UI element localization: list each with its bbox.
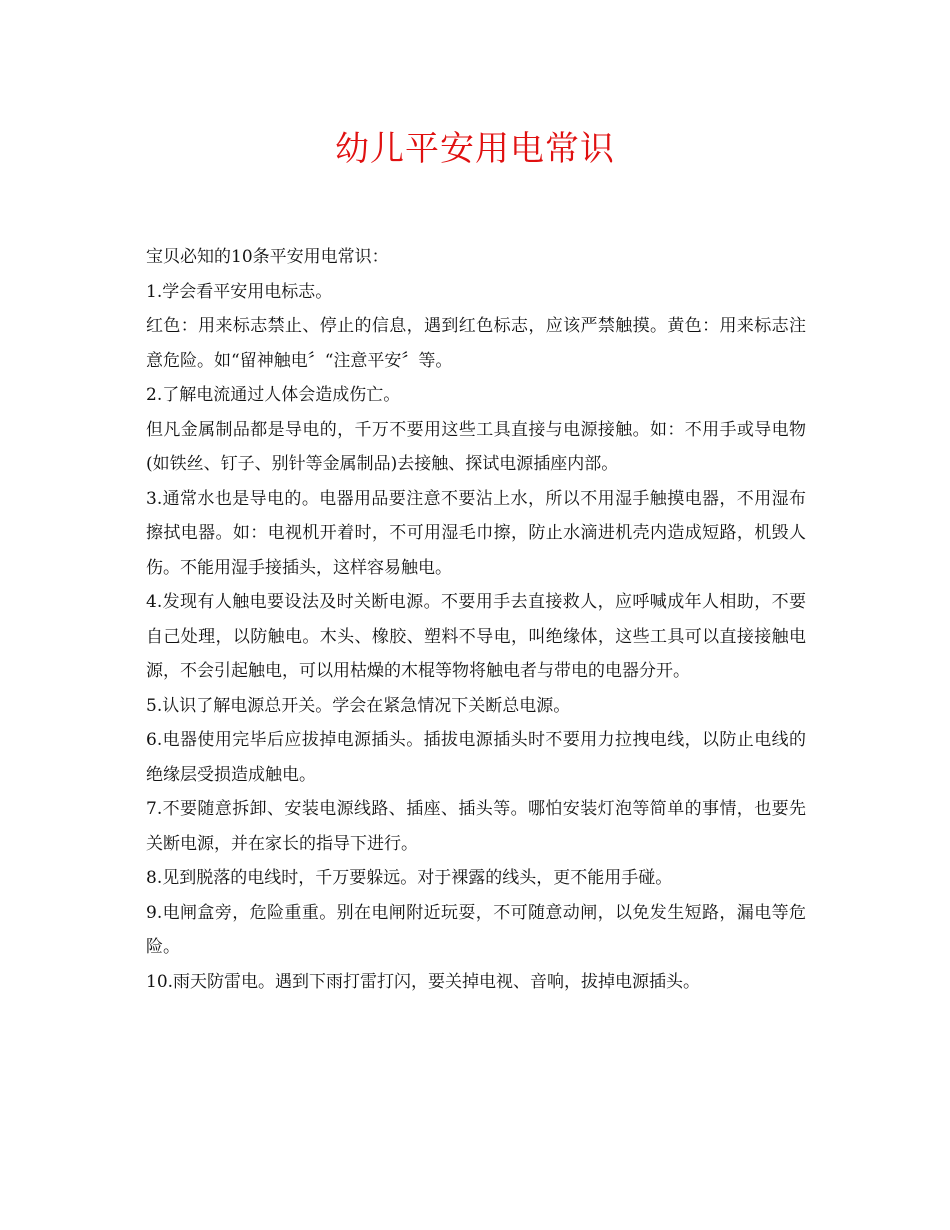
rule-8-paragraph: 8.见到脱落的电线时，千万要躲远。对于裸露的线头，更不能用手碰。 bbox=[146, 868, 673, 888]
rule-3-paragraph: 3.通常水也是导电的。电器用品要注意不要沾上水，所以不用湿手触摸电器，不用湿布擦拭电器。如：电视机开着时，不可用湿毛巾擦，防止水滴进机壳内造成短路，机毁人伤。不能用湿手接插头，这样容易触电。 bbox=[146, 488, 806, 578]
rule-2-detail: 但凡金属制品都是导电的，千万不要用这些工具直接与电源接触。如：不用手或导电物(如铁丝、钉子、别针等金属制品)去接触、探试电源插座内部。 bbox=[146, 419, 806, 474]
rule-1-heading: 1.学会看平安用电标志。 bbox=[146, 281, 333, 302]
rule-2-heading: 2.了解电流通过人体会造成伤亡。 bbox=[146, 385, 401, 405]
rule-9-paragraph: 9.电闸盒旁，危险重重。别在电闸附近玩耍，不可随意动闸，以免发生短路，漏电等危险。 bbox=[146, 902, 806, 957]
document-title: 幼儿平安用电常识 bbox=[335, 129, 615, 169]
rule-1-detail: 红色：用来标志禁止、停止的信息，遇到红色标志，应该严禁触摸。黄色：用来标志注意危险。如“留神触电〞“注意平安〞等。 bbox=[146, 316, 806, 371]
document-body bbox=[146, 240, 806, 999]
rule-4-paragraph: 4.发现有人触电要设法及时关断电源。不要用手去直接救人，应呼喊成年人相助，不要自己处理，以防触电。木头、橡胶、塑料不导电，叫绝缘体，这些工具可以直接接触电源，不会引起触电，可以用枯燥的木棍等物将触电者与带电的电器分开。 bbox=[146, 592, 806, 681]
intro-paragraph: 宝贝必知的10条平安用电常识： bbox=[146, 247, 389, 267]
rule-7-paragraph: 7.不要随意拆卸、安装电源线路、插座、插头等。哪怕安装灯泡等简单的事情，也要先关断电源，并在家长的指导下进行。 bbox=[146, 799, 806, 854]
rule-10-paragraph: 10.雨天防雷电。遇到下雨打雷打闪，要关掉电视、音响，拔掉电源插头。 bbox=[146, 971, 701, 992]
rule-5-paragraph: 5.认识了解电源总开关。学会在紧急情况下关断总电源。 bbox=[146, 695, 571, 716]
rule-6-paragraph: 6.电器使用完毕后应拔掉电源插头。插拔电源插头时不要用力拉拽电线，以防止电线的绝缘层受损造成触电。 bbox=[146, 730, 806, 785]
